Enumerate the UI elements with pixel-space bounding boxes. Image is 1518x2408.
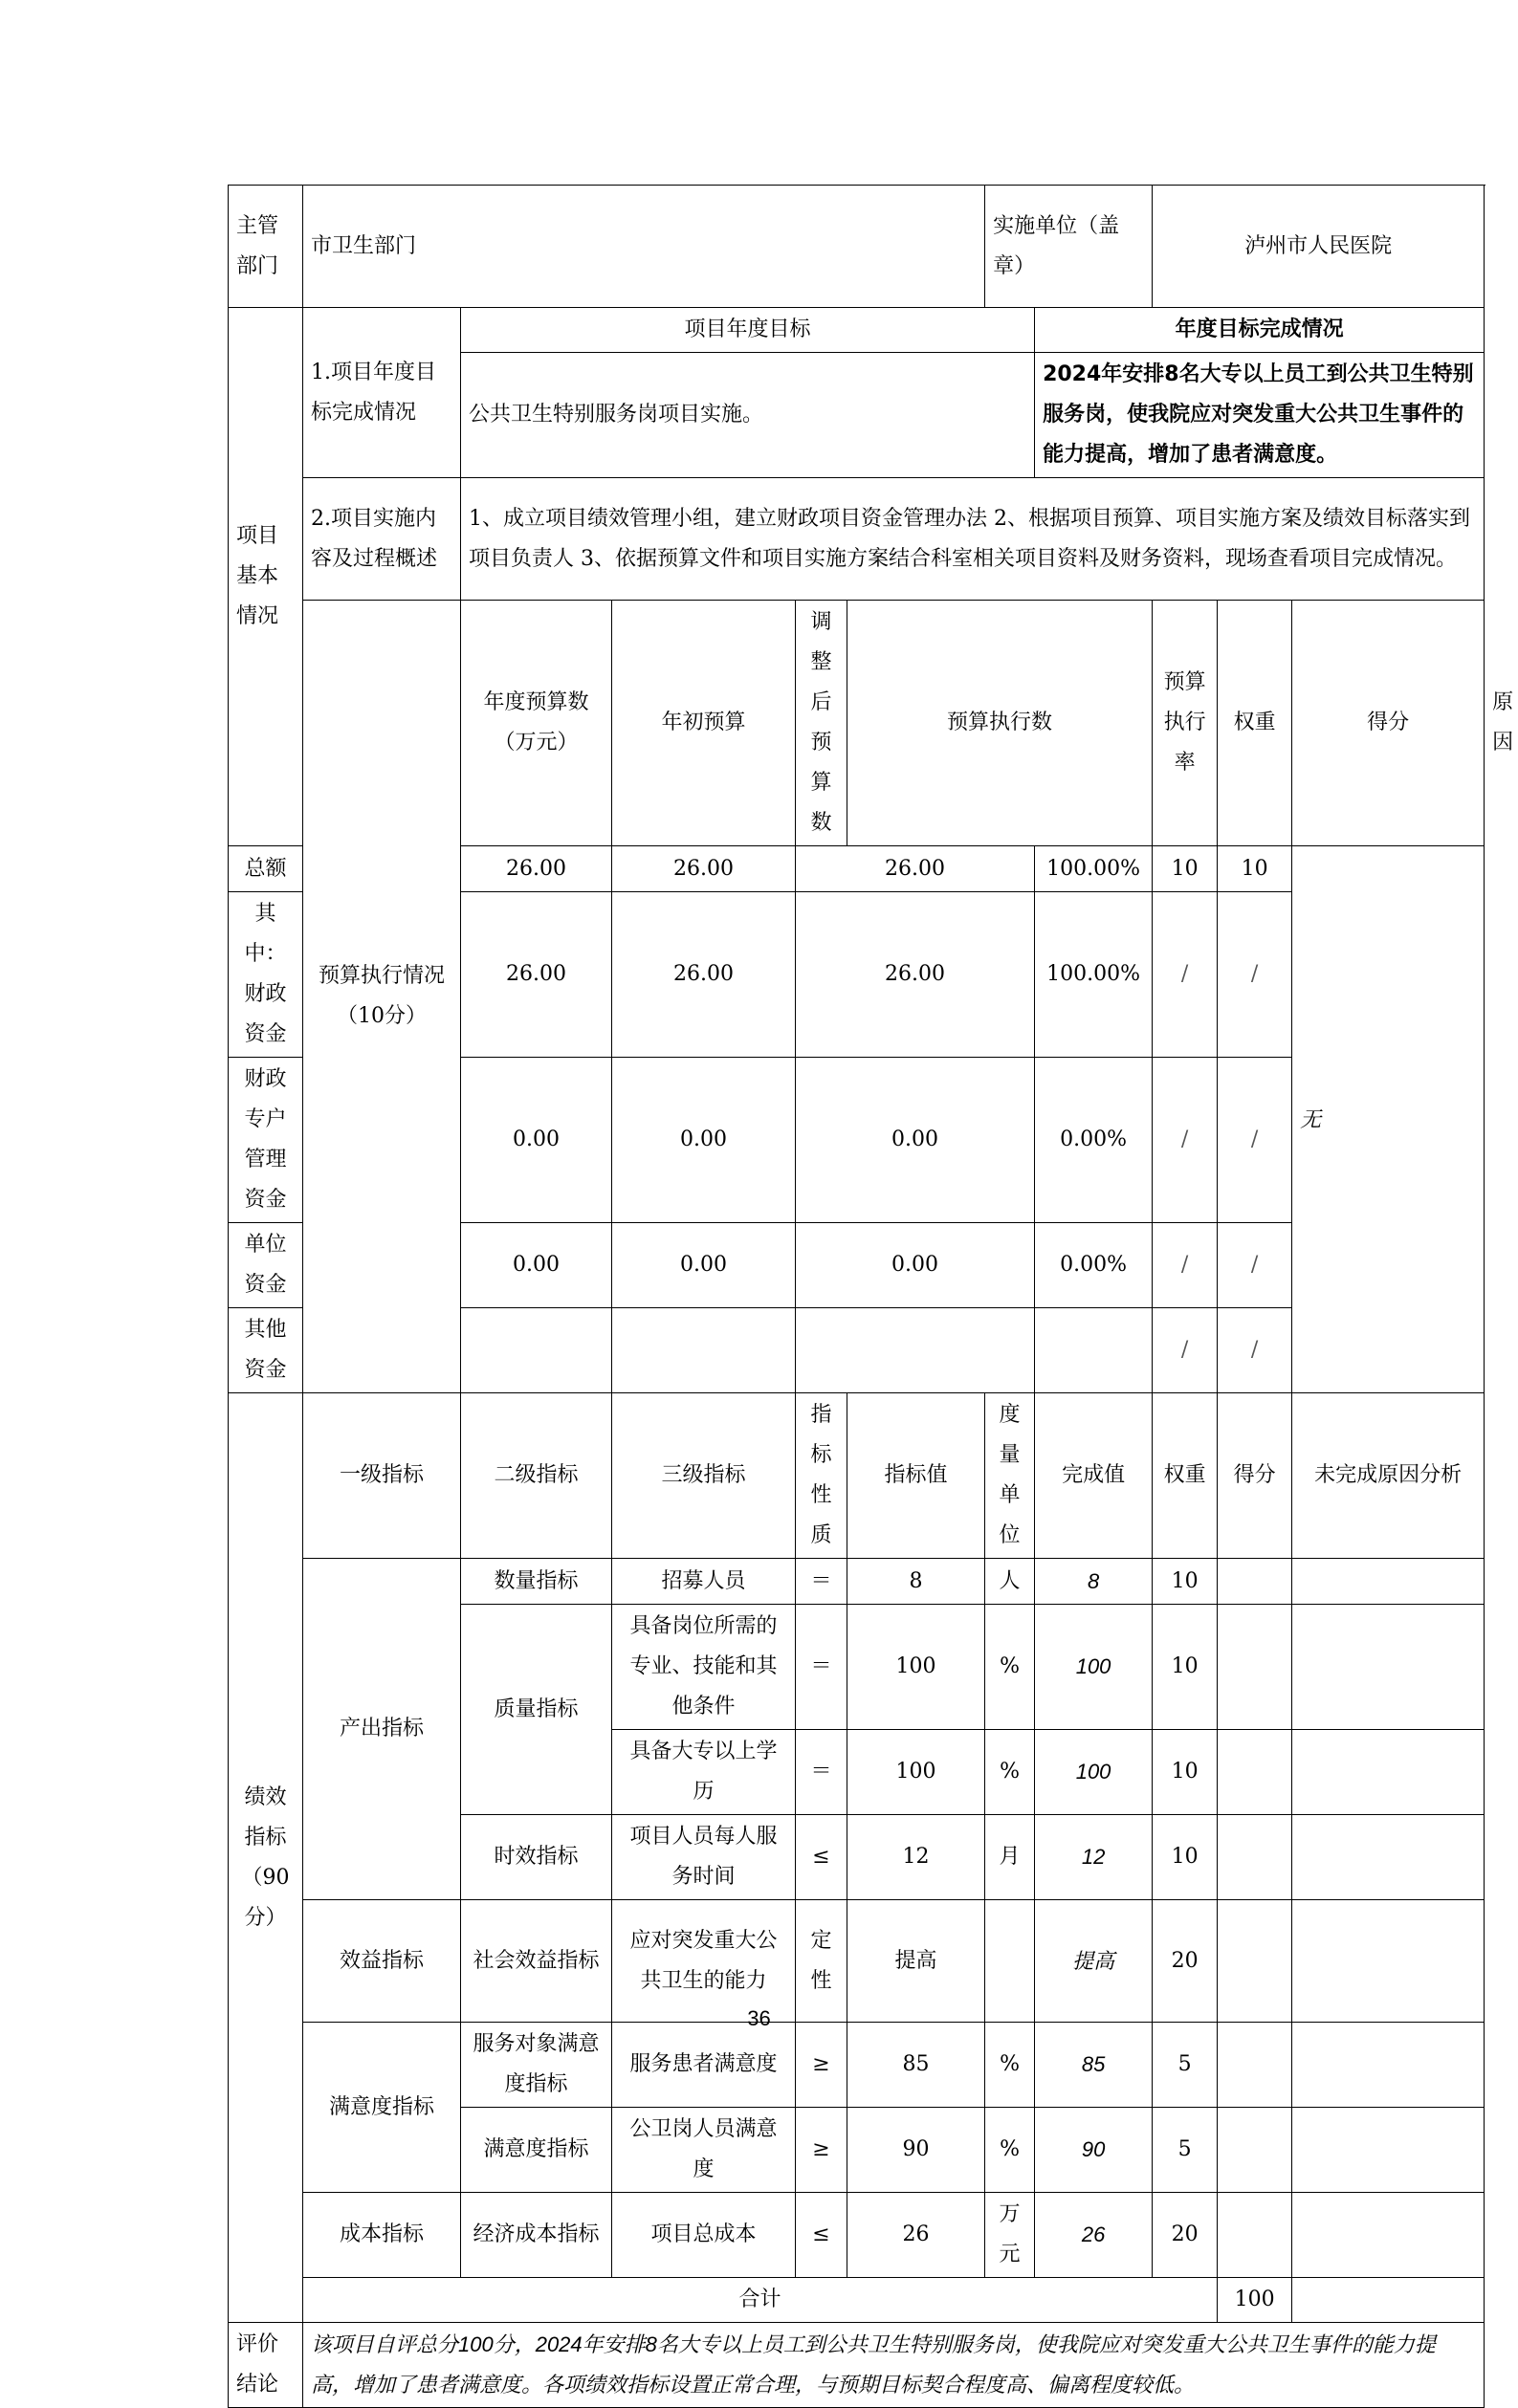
budget-row-adjusted: 0.00 [612,1058,796,1223]
budget-row-rate [1035,1308,1153,1393]
budget-row-weight: / [1153,1058,1218,1223]
perf-reason [1292,1815,1485,1900]
budget-row-adjusted [612,1308,796,1393]
perf-weight: 20 [1153,1900,1218,2023]
dept-value: 市卫生部门 [303,186,985,308]
perf-score [1218,1900,1292,2023]
goal-label: 1.项目年度目标完成情况 [303,308,461,478]
budget-row-name: 财政专户管理资金 [229,1058,303,1223]
budget-row-executed: 0.00 [796,1223,1035,1308]
perf-weight: 10 [1153,1559,1218,1605]
budget-head-adjusted: 调整后预算数 [796,601,847,846]
perf-l3: 具备大专以上学历 [612,1730,796,1815]
budget-row-score: 10 [1218,846,1292,892]
perf-head-reason: 未完成原因分析 [1292,1393,1485,1559]
perf-l1-cost: 成本指标 [303,2193,461,2278]
perf-l2: 满意度指标 [461,2108,612,2193]
perf-reason [1292,1559,1485,1605]
perf-value: 26 [847,2193,985,2278]
perf-l3: 项目总成本 [612,2193,796,2278]
budget-row-initial: 26.00 [461,846,612,892]
perf-head-l2: 二级指标 [461,1393,612,1559]
perf-unit: % [985,2023,1035,2108]
total-score [1292,2278,1485,2323]
perf-value: 100 [847,1730,985,1815]
perf-unit [985,1900,1035,2023]
budget-row-executed: 26.00 [796,892,1035,1058]
budget-row-score: / [1218,1308,1292,1393]
budget-head-weight: 权重 [1218,601,1292,846]
budget-row-executed: 0.00 [796,1058,1035,1223]
perf-l2: 时效指标 [461,1815,612,1900]
perf-value: 提高 [847,1900,985,2023]
perf-unit: 万元 [985,2193,1035,2278]
performance-table: 主管部门 市卫生部门 实施单位（盖章） 泸州市人民医院 项目基本情况 1.项目年度目标完成情况 项目年度目标 年度目标完成情况 公共卫生特别服务岗项目实施。 2024年安排8名大专以上员工到公共卫生特别服务岗，使我院应对突发重大公共卫生事件的能力提高，增加了患者满意度。 2.项目实施内容及过程概述 1、成立项目绩效管理小组，建立财政项目资金管理办法 2、根据项目预算、项目实施方案及绩效目标落实到项目负责人 3、依据预算文件和项目实施方案结合科室相关项目资料及财务资料，现场查看项目完成情况。 预算执行情况（10分） 年度预算数（万元） 年初预算 调整后预算数 预算执行数 预算执行率 权重 得分 原因 总额 26.00 26.00 26.00 100.00% 10 10 无 其中：财政资金 26.00 26.00 26.00 100.00% / / 财政专户管理资金 0.00 0.00 0.00 0.00% / / 单位资金 0.00 0.00 0.00 0.00% / / 其他资金 / / 绩效指标（90分） 一级指标 二级指标 三级指标 指标性质 指标值 度量单位 完成值 权重 得分 未完成原因分析 产出指标 数量指标 招募人员 ＝ 8 人 8 10 质量指标 具备岗位所需的专业、技能和其他条件 ＝ 100 % 100 10 具备大专以上学历 ＝ 100 % 100 10 时效指标 项目人员每人服务时间 ≤ 12 月 12 10 效益指标 社会效益指标 应对突发重大公共卫生的能力 定性 提高 提高 20 满意度指标 服务对象满意度指标 服务患者满意度 ≥ 85 % 85 5 满意度指标 公卫岗人员满意度 ≥ 90 % 90 5 成本指标 经济成本指标 项目总成本 ≤ 26 万元 26 20 合计 100 评价结论 该项目自评总分100分，2024年安排8名大专以上员工到公共卫生特别服务岗，使我院应对突发重大公共卫生事件的能力提高，增加了患者满意度。各项绩效指标设置正常合理，与预期目标契合程度高、偏离程度较低。 [228,185,1485,2408]
budget-row-weight: / [1153,892,1218,1058]
perf-actual: 85 [1035,2023,1153,2108]
budget-row-initial [461,1308,612,1393]
perf-score [1218,2108,1292,2193]
perf-head-unit: 度量单位 [985,1393,1035,1559]
perf-weight: 5 [1153,2023,1218,2108]
perf-l1-output: 产出指标 [303,1559,461,1900]
perf-value: 100 [847,1605,985,1730]
perf-l2: 服务对象满意度指标 [461,2023,612,2108]
budget-row-initial: 0.00 [461,1223,612,1308]
budget-row-adjusted: 26.00 [612,846,796,892]
perf-l1-satisfaction: 满意度指标 [303,2023,461,2193]
perf-section-label: 绩效指标（90分） [229,1393,303,2323]
perf-score [1218,1605,1292,1730]
budget-row-score: / [1218,1058,1292,1223]
perf-score [1218,2023,1292,2108]
perf-unit: % [985,2108,1035,2193]
budget-head-rate: 预算执行率 [1153,601,1218,846]
budget-row-rate: 100.00% [1035,846,1153,892]
budget-row-score: / [1218,1223,1292,1308]
perf-l3: 服务患者满意度 [612,2023,796,2108]
perf-l3: 招募人员 [612,1559,796,1605]
budget-head-initial: 年初预算 [612,601,796,846]
budget-row-weight: / [1153,1308,1218,1393]
budget-row-weight: 10 [1153,846,1218,892]
budget-row-name: 总额 [229,846,303,892]
budget-row-rate: 100.00% [1035,892,1153,1058]
perf-actual: 12 [1035,1815,1153,1900]
perf-l3: 应对突发重大公共卫生的能力 [612,1900,796,2023]
done-text: 2024年安排8名大专以上员工到公共卫生特别服务岗，使我院应对突发重大公共卫生事件的能力提高，增加了患者满意度。 [1035,353,1485,478]
perf-head-score: 得分 [1218,1393,1292,1559]
total-weight: 100 [1218,2278,1292,2323]
perf-weight: 20 [1153,2193,1218,2278]
perf-value: 8 [847,1559,985,1605]
perf-score [1218,1559,1292,1605]
perf-score [1218,1730,1292,1815]
perf-l3: 公卫岗人员满意度 [612,2108,796,2193]
perf-head-value: 指标值 [847,1393,985,1559]
perf-value: 85 [847,2023,985,2108]
goal-text: 公共卫生特别服务岗项目实施。 [461,353,1035,478]
page-number: 36 [747,2006,771,2030]
budget-head-executed: 预算执行数 [847,601,1153,846]
perf-score [1218,1815,1292,1900]
perf-nature: ≥ [796,2108,847,2193]
perf-actual: 90 [1035,2108,1153,2193]
budget-row-executed: 26.00 [796,846,1035,892]
perf-weight: 10 [1153,1605,1218,1730]
budget-row-initial: 0.00 [461,1058,612,1223]
impl-text: 1、成立项目绩效管理小组，建立财政项目资金管理办法 2、根据项目预算、项目实施方案及绩效目标落实到项目负责人 3、依据预算文件和项目实施方案结合科室相关项目资料及财务资料，现场查看项目完成情况。 [461,478,1485,601]
perf-nature: ＝ [796,1730,847,1815]
budget-row-weight: / [1153,1223,1218,1308]
perf-head-nature: 指标性质 [796,1393,847,1559]
perf-l2: 质量指标 [461,1605,612,1815]
unit-value: 泸州市人民医院 [1153,186,1485,308]
perf-head-weight: 权重 [1153,1393,1218,1559]
perf-nature: ≤ [796,1815,847,1900]
budget-section-label: 预算执行情况（10分） [303,601,461,1393]
perf-value: 90 [847,2108,985,2193]
perf-weight: 10 [1153,1815,1218,1900]
budget-row-name: 单位资金 [229,1223,303,1308]
perf-reason [1292,2193,1485,2278]
perf-score [1218,2193,1292,2278]
budget-row-rate: 0.00% [1035,1058,1153,1223]
perf-actual: 100 [1035,1730,1153,1815]
budget-row-name: 其他资金 [229,1308,303,1393]
perf-value: 12 [847,1815,985,1900]
perf-nature: ＝ [796,1559,847,1605]
budget-row-executed [796,1308,1035,1393]
perf-actual: 26 [1035,2193,1153,2278]
budget-head-score: 得分 [1292,601,1485,846]
perf-weight: 5 [1153,2108,1218,2193]
budget-row-adjusted: 0.00 [612,1223,796,1308]
budget-row-adjusted: 26.00 [612,892,796,1058]
perf-actual: 提高 [1035,1900,1153,2023]
perf-nature: ≥ [796,2023,847,2108]
goal-col-head: 项目年度目标 [461,308,1035,353]
perf-l1-benefit: 效益指标 [303,1900,461,2023]
perf-l2: 社会效益指标 [461,1900,612,2023]
done-col-head: 年度目标完成情况 [1035,308,1485,353]
total-label: 合计 [303,2278,1218,2323]
perf-reason [1292,1900,1485,2023]
budget-row-score: / [1218,892,1292,1058]
perf-unit: % [985,1730,1035,1815]
perf-head-l3: 三级指标 [612,1393,796,1559]
perf-reason [1292,1730,1485,1815]
perf-l2: 数量指标 [461,1559,612,1605]
perf-weight: 10 [1153,1730,1218,1815]
perf-nature: ≤ [796,2193,847,2278]
perf-head-l1: 一级指标 [303,1393,461,1559]
perf-nature: ＝ [796,1605,847,1730]
perf-l3: 具备岗位所需的专业、技能和其他条件 [612,1605,796,1730]
budget-row-rate: 0.00% [1035,1223,1153,1308]
conclusion-label: 评价结论 [229,2323,303,2408]
perf-reason [1292,1605,1485,1730]
budget-head-name: 年度预算数（万元） [461,601,612,846]
budget-row-name: 其中：财政资金 [229,892,303,1058]
perf-l3: 项目人员每人服务时间 [612,1815,796,1900]
perf-head-actual: 完成值 [1035,1393,1153,1559]
conclusion-text: 该项目自评总分100分，2024年安排8名大专以上员工到公共卫生特别服务岗，使我院应对突发重大公共卫生事件的能力提高，增加了患者满意度。各项绩效指标设置正常合理，与预期目标契合程度高、偏离程度较低。 [303,2323,1485,2408]
budget-reason: 无 [1292,846,1485,1393]
impl-label: 2.项目实施内容及过程概述 [303,478,461,601]
basic-section-label: 项目基本情况 [229,308,303,846]
perf-actual: 100 [1035,1605,1153,1730]
perf-reason [1292,2023,1485,2108]
perf-unit: 月 [985,1815,1035,1900]
perf-reason [1292,2108,1485,2193]
perf-actual: 8 [1035,1559,1153,1605]
budget-row-initial: 26.00 [461,892,612,1058]
perf-unit: % [985,1605,1035,1730]
perf-unit: 人 [985,1559,1035,1605]
perf-nature: 定性 [796,1900,847,2023]
unit-label: 实施单位（盖章） [985,186,1153,308]
dept-label: 主管部门 [229,186,303,308]
perf-l2: 经济成本指标 [461,2193,612,2278]
